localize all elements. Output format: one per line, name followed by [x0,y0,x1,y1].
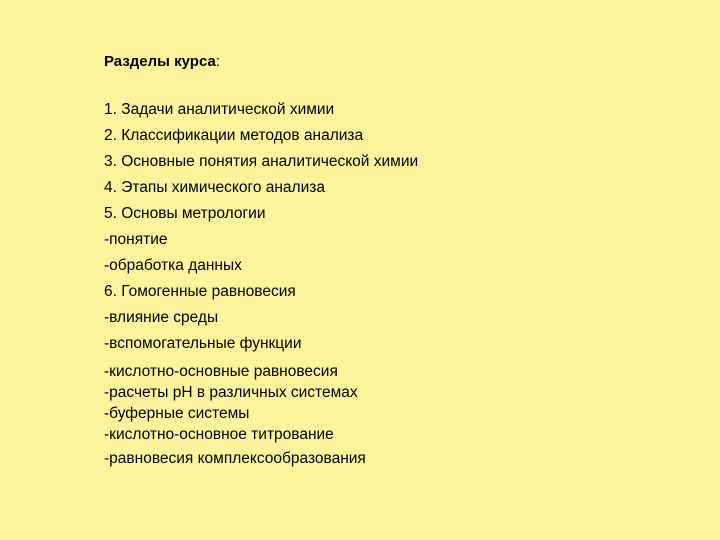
list-item-task: 1. Задачи аналитической химии [104,101,335,118]
list-item-auxiliary-functions: -вспомогательные функции [104,335,302,352]
list-item-data-processing: -обработка данных [104,257,242,274]
list-item-analysis-stages: 4. Этапы химического анализа [104,179,325,196]
list-item-ph-calculations: -расчеты pH в различных системах [104,384,358,401]
list-item-buffer-systems: -буферные системы [104,405,250,422]
list-item-concept: -понятие [104,231,168,248]
list-item-acid-base-equilibria: -кислотно-основные равновесия [104,363,338,380]
list-item-classification: 2. Классификации методов анализа [104,127,364,144]
list-item-acid-base-titration: -кислотно-основное титрование [104,426,334,443]
list-item-complexation-equilibria: -равновесия комплексообразования [104,450,366,467]
list-item-medium-influence: -влияние среды [104,309,219,326]
list-item-basic-concepts: 3. Основные понятия аналитической химии [104,153,419,170]
heading-colon: : [215,53,221,70]
course-sections-heading [104,53,220,71]
heading-text: Разделы курса [104,53,216,70]
list-item-metrology: 5. Основы метрологии [104,205,266,222]
list-item-homogeneous-equilibria: 6. Гомогенные равновесия [104,283,296,300]
